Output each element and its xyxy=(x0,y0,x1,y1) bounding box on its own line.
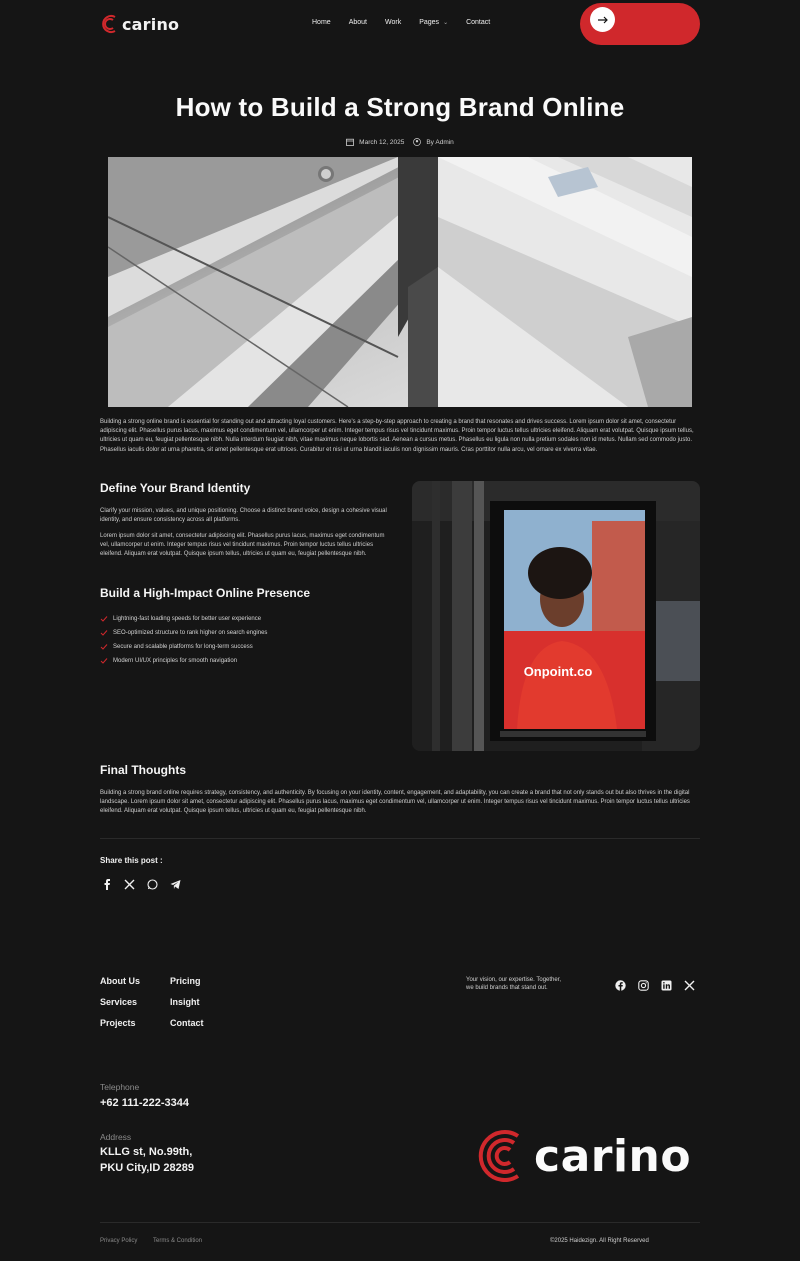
section1-paragraph1: Clarify your mission, values, and unique positioning. Choose a distinct brand voice, design a cohesive visual identity, and ensure consistency across all platforms. xyxy=(100,508,387,524)
section3-paragraph: Building a strong brand online requires strategy, consistency, and authenticity. By focusing on your identity, content, engagement, and adaptability, you can create a brand that not only stands out but also thrives in the digital landscape. Lorem ipsum dolor sit amet, consectetur adipiscing elit. Phasellus purus lacus, maximus eget condimentum vel, ullamcorper ut enim. Integer tempus risus vel tincidunt maximus. Proin tempor luctus tellus ultricies eleifend. Aliquam erat volutpat. Quisque ipsum tellus, ultricies ut quam eu, feugiat pellentesque nibh. xyxy=(100,790,690,815)
privacy-link[interactable]: Privacy Policy xyxy=(100,1238,138,1244)
footer-link-pricing[interactable]: Pricing xyxy=(170,976,201,986)
x-icon[interactable] xyxy=(684,980,695,991)
divider xyxy=(100,1222,700,1223)
address-line1: KLLG st, No.99th, xyxy=(100,1146,193,1158)
list-item xyxy=(100,626,400,640)
whatsapp-icon[interactable] xyxy=(146,878,158,890)
list-item-label: Lightning-fast loading speeds for better user experience xyxy=(113,616,262,622)
check-icon xyxy=(100,643,108,651)
share-icons xyxy=(100,878,181,890)
copyright: ©2025 Haidezign. All Right Reserved xyxy=(550,1238,649,1244)
main-nav xyxy=(312,19,508,26)
terms-link[interactable]: Terms & Condition xyxy=(153,1238,203,1244)
footer-logo xyxy=(474,1127,691,1185)
hero-image xyxy=(108,157,692,407)
list-item xyxy=(100,640,400,654)
nav-pages[interactable] xyxy=(419,19,448,26)
list-item-label: SEO-optimized structure to rank higher on search engines xyxy=(113,630,268,636)
footer-logo-text: carino xyxy=(534,1130,692,1182)
footer-socials xyxy=(615,980,695,991)
footer-tagline: Your vision, our expertise. Together, we build brands that stand out. xyxy=(466,977,562,992)
footer-link-projects[interactable]: Projects xyxy=(100,1018,136,1028)
intro-paragraph: Building a strong online brand is essential for standing out and attracting loyal customers. Here's a step-by-step approach to creating a brand that resonates and drives success. Lorem ipsum dolor sit amet, consectetur adipiscing elit. Phasellus purus lacus, maximus eget condimentum vel, ullamcorper ut enim. Integer tempus risus vel tincidunt maximus. Proin tempor luctus tellus ultricies eleifend. Aliquam erat volutpat. Quisque ipsum tellus, ultricies ut quam eu, feugiat pellentesque nibh. Nulla interdum feugiat nibh, vitae maximus neque lobortis sed. Aenean a cursus metus. Phasellus eu ligula non nulla pretium sodales non id metus. Nullam sed commodo justo. Phasellus iaculis dolor at urna pharetra, sit amet pellentesque erat ultrices. Curabitur et nisi ut urna blandit iaculis non dignissim mauris. Cras porttitor nulla arcu, vel ornare ex viverra vitae. xyxy=(100,419,694,453)
address-line2: PKU City,ID 28289 xyxy=(100,1162,194,1174)
nav-home[interactable] xyxy=(312,19,331,26)
article-meta xyxy=(0,138,800,146)
chevron-down-icon: ⌄ xyxy=(443,20,449,26)
user-icon xyxy=(413,138,421,146)
telephone-label: Telephone xyxy=(100,1082,140,1092)
site-header xyxy=(0,0,800,50)
list-item xyxy=(100,654,400,668)
nav-home-label: Home xyxy=(312,19,331,26)
section1-paragraph2: Lorem ipsum dolor sit amet, consectetur adipiscing elit. Phasellus purus lacus, maximus eget condimentum vel, ullamcorper ut enim. Integer tempus risus vel tincidunt maximus. Proin tempor luctus tellus ultricies eleifend. Aliquam erat volutpat. Quisque ipsum tellus, ultricies ut quam eu, feugiat pellentesque nibh. xyxy=(100,533,385,558)
article-date: March 12, 2025 xyxy=(359,138,405,146)
share-label: Share this post : xyxy=(100,856,163,865)
footer-link-insight[interactable]: Insight xyxy=(170,997,200,1007)
telephone-value[interactable]: +62 111-222-3344 xyxy=(100,1097,190,1109)
footer-link-contact[interactable]: Contact xyxy=(170,1018,204,1028)
arrow-right-icon xyxy=(590,7,615,32)
check-icon xyxy=(100,629,108,637)
nav-about-label: About xyxy=(348,19,367,26)
instagram-icon[interactable] xyxy=(638,980,649,991)
logo-mark-icon xyxy=(474,1127,524,1185)
footer-link-services[interactable]: Services xyxy=(100,997,138,1007)
billboard-image xyxy=(412,481,700,751)
logo-text: carino xyxy=(122,14,180,34)
address-label: Address xyxy=(100,1132,132,1142)
calendar-icon xyxy=(346,138,354,146)
billboard-text: Onpoint.co xyxy=(523,664,593,679)
section1-title: Define Your Brand Identity xyxy=(100,481,251,495)
logo-mark-icon xyxy=(100,13,118,35)
footer-link-about[interactable]: About Us xyxy=(100,976,140,986)
nav-work-label: Work xyxy=(384,19,402,26)
check-icon xyxy=(100,615,108,623)
nav-about[interactable] xyxy=(349,19,367,26)
check-icon xyxy=(100,657,108,665)
list-item xyxy=(100,612,400,626)
article-author: By Admin xyxy=(426,138,454,146)
cta-button[interactable] xyxy=(580,3,700,45)
section2-title: Build a High-Impact Online Presence xyxy=(100,586,311,600)
article-title: How to Build a Strong Brand Online xyxy=(175,92,625,122)
nav-pages-label: Pages xyxy=(419,19,440,26)
section3-title: Final Thoughts xyxy=(100,763,186,777)
telegram-icon[interactable] xyxy=(169,878,181,890)
list-item-label: Modern UI/UX principles for smooth navigation xyxy=(113,658,238,664)
x-icon[interactable] xyxy=(123,878,135,890)
nav-work[interactable] xyxy=(385,19,401,26)
facebook-icon[interactable] xyxy=(615,980,626,991)
facebook-icon[interactable] xyxy=(100,878,112,890)
divider xyxy=(100,838,700,839)
list-item-label: Secure and scalable platforms for long-term success xyxy=(113,644,253,650)
nav-contact[interactable] xyxy=(466,19,490,26)
feature-list xyxy=(100,612,400,668)
linkedin-icon[interactable] xyxy=(661,980,672,991)
site-logo[interactable] xyxy=(100,13,179,35)
nav-contact-label: Contact xyxy=(466,19,491,26)
